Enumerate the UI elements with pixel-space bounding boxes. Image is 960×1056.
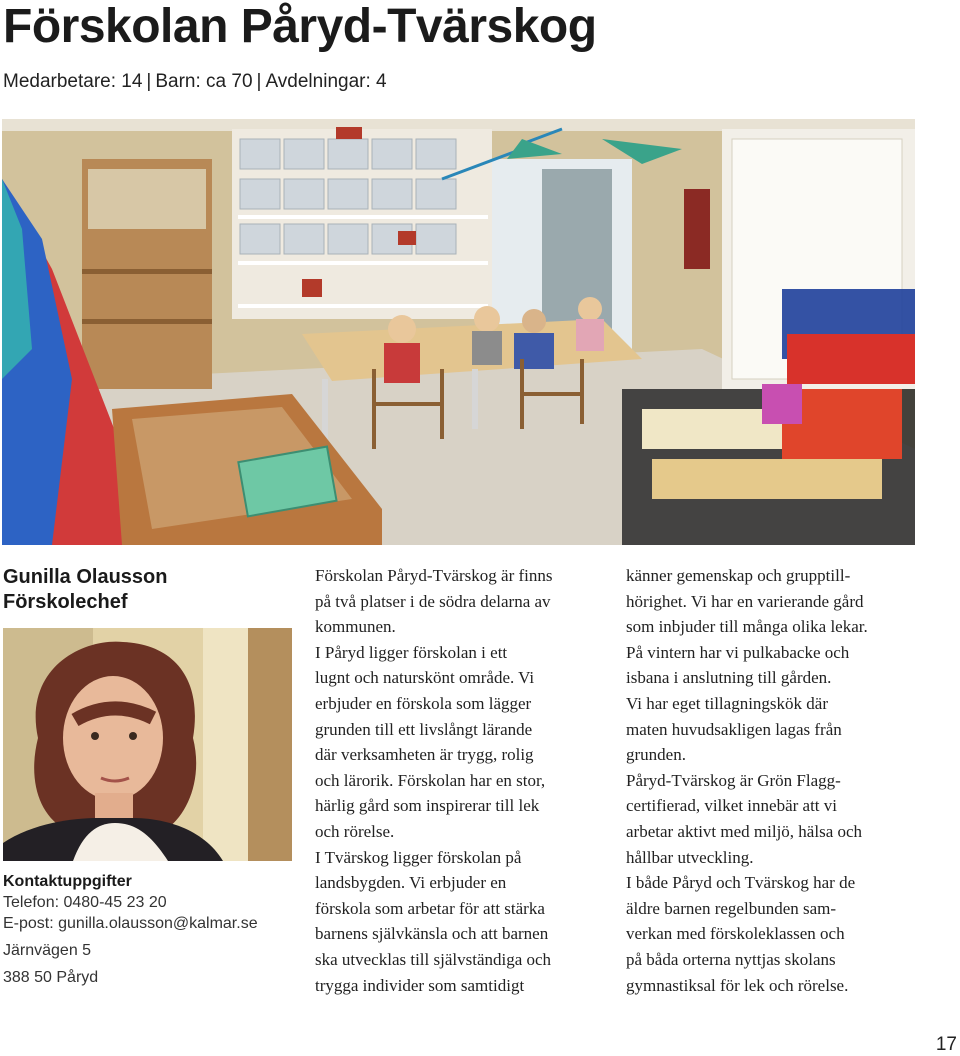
principal-name: Gunilla Olausson <box>3 566 168 588</box>
body-text-line: och rörelse. <box>315 821 395 841</box>
principal-portrait <box>3 628 292 861</box>
school-stats <box>3 70 387 94</box>
body-text-line: erbjuder en förskola som lägger <box>315 693 532 713</box>
body-text-line: känner gemenskap och grupptill- <box>626 566 851 585</box>
body-text-line: på båda orterna nyttjas skolans <box>626 949 836 969</box>
page-number: 17 <box>935 1034 957 1055</box>
page-title: Förskolan Påryd-Tvärskog <box>3 0 597 53</box>
body-text-line: trygga individer som samtidigt <box>315 975 525 995</box>
body-text-line: maten huvudsakligen lagas från <box>626 719 842 739</box>
body-text-line: gymnastiksal för lek och rörelse. <box>626 975 849 995</box>
contact-street: Järnvägen 5 <box>3 942 92 959</box>
contact-postal: 388 50 Påryd <box>3 969 99 986</box>
body-column-2 <box>626 563 926 998</box>
body-text-line: I Påryd ligger förskolan i ett <box>315 642 508 662</box>
body-text-line: äldre barnen regelbunden sam- <box>626 898 837 918</box>
body-text-line: Vi har eget tillagningskök där <box>626 693 828 713</box>
body-text-line: kommunen. <box>315 617 396 637</box>
stat-departments: Avdelningar: 4 <box>265 71 387 92</box>
contact-phone: Telefon: 0480-45 23 20 <box>3 894 167 911</box>
body-text-line: Förskolan Påryd-Tvärskog är finns <box>315 566 553 585</box>
contact-email[interactable]: E-post: gunilla.olausson@kalmar.se <box>3 915 258 932</box>
body-text-line: ska utvecklas till självständiga och <box>315 949 552 969</box>
body-text-line: som inbjuder till många olika lekar. <box>626 617 868 637</box>
body-text-line: där verksamheten är trygg, rolig <box>315 745 534 765</box>
stat-children: Barn: ca 70 <box>155 71 253 92</box>
body-text-line: hörighet. Vi har en varierande gård <box>626 591 864 611</box>
body-text-line: certifierad, vilket innebär att vi <box>626 796 837 816</box>
principal-role: Förskolechef <box>3 591 128 613</box>
body-text-line: grunden till ett livslångt lärande <box>315 719 533 739</box>
body-text-line: arbetar aktivt med miljö, hälsa och <box>626 821 863 841</box>
body-column-1 <box>315 563 605 998</box>
body-text-line: isbana i anslutning till gården. <box>626 668 832 688</box>
body-text-line: barnens självkänsla och att barnen <box>315 924 549 944</box>
contact-block <box>3 871 258 988</box>
body-text-line: grunden. <box>626 745 686 765</box>
body-text-line: I Tvärskog ligger förskolan på <box>315 847 522 867</box>
classroom-photo-illustration <box>2 119 915 545</box>
body-text-line: härlig gård som inspirerar till lek <box>315 796 540 816</box>
body-text-line: Påryd-Tvärskog är Grön Flagg- <box>626 770 841 790</box>
portrait-illustration <box>3 628 292 861</box>
body-text-line: På vintern har vi pulkabacke och <box>626 642 850 662</box>
body-text-line: hållbar utveckling. <box>626 847 754 867</box>
body-text-line: I både Påryd och Tvärskog har de <box>626 873 856 893</box>
body-text-line: lugnt och naturskönt område. Vi <box>315 668 535 688</box>
body-text-line: verkan med förskoleklassen och <box>626 924 845 944</box>
stat-separator: | <box>256 71 262 92</box>
body-text-line: landsbygden. Vi erbjuder en <box>315 873 507 893</box>
body-text-line: förskola som arbetar för att stärka <box>315 898 545 918</box>
classroom-photo <box>2 119 915 545</box>
contact-heading: Kontaktuppgifter <box>3 873 132 890</box>
body-text-line: på två platser i de södra delarna av <box>315 591 551 611</box>
stat-separator: | <box>146 71 152 92</box>
body-text-line: och lärorik. Förskolan har en stor, <box>315 770 546 790</box>
stat-staff: Medarbetare: 14 <box>3 71 143 92</box>
